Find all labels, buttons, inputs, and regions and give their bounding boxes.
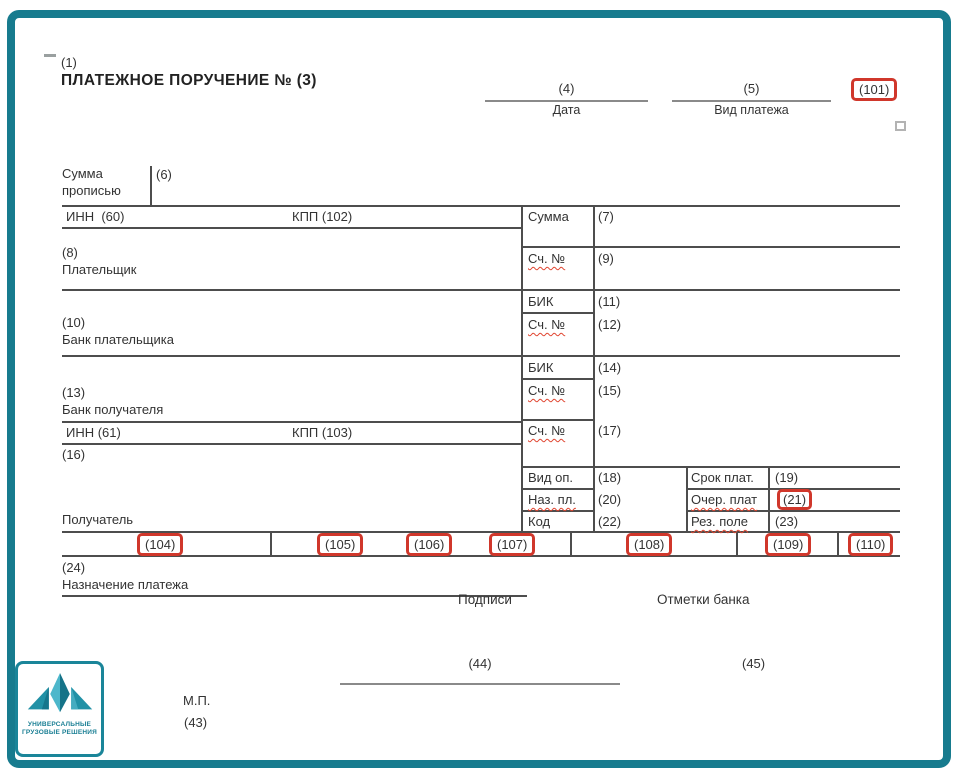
rule-inn-payee xyxy=(62,443,522,445)
field-8: (8) xyxy=(62,245,78,260)
payer-kpp: КПП (102) xyxy=(292,209,353,224)
strip-divider-3 xyxy=(736,531,738,555)
field-109-redbox: (109) xyxy=(765,533,811,556)
purpose-label: Назначение платежа xyxy=(62,577,189,592)
field-6: (6) xyxy=(156,167,172,182)
payment-type-label: Вид платежа xyxy=(714,103,789,117)
field-22: (22) xyxy=(598,514,622,529)
payee-kpp: КПП (103) xyxy=(292,425,353,440)
field-9: (9) xyxy=(598,251,614,266)
field-110-redbox: (110) xyxy=(848,533,893,556)
rule-account17-top xyxy=(521,419,595,421)
rule-ops-top xyxy=(521,466,900,468)
field-44: (44) xyxy=(468,656,492,671)
teal-frame xyxy=(7,10,951,768)
date-label: Дата xyxy=(552,103,581,117)
mini-divider-right xyxy=(768,466,770,531)
col-divider-left xyxy=(521,205,523,531)
field-101-redbox: (101) xyxy=(851,78,897,101)
payee-bank-label: Банк получателя xyxy=(62,402,164,417)
payee-label: Получатель xyxy=(62,512,134,527)
logo-text-line2: ГРУЗОВЫЕ РЕШЕНИЯ xyxy=(22,729,97,737)
account17-label: Сч. № xyxy=(528,423,566,438)
field-45: (45) xyxy=(742,656,766,671)
field-43: (43) xyxy=(184,715,208,730)
field-1: (1) xyxy=(61,55,77,70)
rule-payer xyxy=(62,289,900,291)
rule-bik14 xyxy=(521,378,595,380)
field-18: (18) xyxy=(598,470,622,485)
field-17: (17) xyxy=(598,423,622,438)
amount-words-label-2: прописью xyxy=(62,183,121,198)
rule-bik11 xyxy=(521,312,595,314)
strip-divider-4 xyxy=(837,531,839,555)
mini-divider-left xyxy=(686,466,688,531)
payer-label: Плательщик xyxy=(62,262,137,277)
strip-divider-1 xyxy=(270,531,272,555)
field-105-redbox: (105) xyxy=(317,533,363,556)
company-logo xyxy=(15,661,104,757)
summa-label: Сумма xyxy=(528,209,569,224)
bank-marks-label: Отметки банка xyxy=(657,592,750,607)
field-24: (24) xyxy=(62,560,86,575)
amount-words-label-1: Сумма xyxy=(62,166,103,181)
field-7: (7) xyxy=(598,209,614,224)
payee-inn: ИНН (61) xyxy=(66,425,121,440)
vid-op-label: Вид оп. xyxy=(528,470,574,485)
account12-label: Сч. № xyxy=(528,317,566,332)
field-13: (13) xyxy=(62,385,86,400)
bik14-label: БИК xyxy=(528,360,554,375)
signature-rule xyxy=(340,683,620,685)
field-108-redbox: (108) xyxy=(626,533,672,556)
bik11-label: БИК xyxy=(528,294,554,309)
stamp-label: М.П. xyxy=(183,693,211,708)
logo-text-line1: УНИВЕРСАЛЬНЫЕ xyxy=(27,721,92,728)
account15-label: Сч. № xyxy=(528,383,566,398)
field-10: (10) xyxy=(62,315,86,330)
payment-type-rule xyxy=(672,100,831,102)
field-11: (11) xyxy=(598,294,621,309)
field-23: (23) xyxy=(775,514,799,529)
rule-top xyxy=(62,205,900,207)
field-21-redbox: (21) xyxy=(777,489,812,510)
field-12: (12) xyxy=(598,317,622,332)
rule-payee-bank xyxy=(62,421,522,423)
ocher-plat-label: Очер. плат xyxy=(691,492,758,507)
field-4: (4) xyxy=(558,81,575,96)
field-16: (16) xyxy=(62,447,86,462)
rule-summa xyxy=(521,246,900,248)
rule-ocher xyxy=(686,510,900,512)
rule-vid-op xyxy=(521,488,595,490)
field-20: (20) xyxy=(598,492,622,507)
resize-handle xyxy=(895,121,906,131)
field-19: (19) xyxy=(775,470,799,485)
date-rule xyxy=(485,100,648,102)
rule-naz-pl xyxy=(521,510,595,512)
amount-divider xyxy=(150,166,152,206)
rule-inn-payer xyxy=(62,227,522,229)
kod-label: Код xyxy=(528,514,551,529)
artifact-dash xyxy=(44,54,56,57)
field-107-redbox: (107) xyxy=(489,533,535,556)
form-title: ПЛАТЕЖНОЕ ПОРУЧЕНИЕ № (3) xyxy=(61,72,317,89)
account9-label: Сч. № xyxy=(528,251,566,266)
col-divider-right xyxy=(593,205,595,531)
field-106-redbox: (106) xyxy=(406,533,452,556)
field-14: (14) xyxy=(598,360,622,375)
signatures-label: Подписи xyxy=(458,592,512,607)
naz-pl-label: Наз. пл. xyxy=(528,492,576,507)
rez-pole-label: Рез. поле xyxy=(691,514,749,529)
rule-payer-bank xyxy=(62,355,900,357)
field-104-redbox: (104) xyxy=(137,533,183,556)
payer-bank-label: Банк плательщика xyxy=(62,332,174,347)
strip-divider-2 xyxy=(570,531,572,555)
field-15: (15) xyxy=(598,383,622,398)
payer-inn: ИНН (60) xyxy=(66,209,125,224)
field-5: (5) xyxy=(743,81,760,96)
lotus-gem-icon xyxy=(25,672,95,716)
srok-plat-label: Срок плат. xyxy=(691,470,754,485)
